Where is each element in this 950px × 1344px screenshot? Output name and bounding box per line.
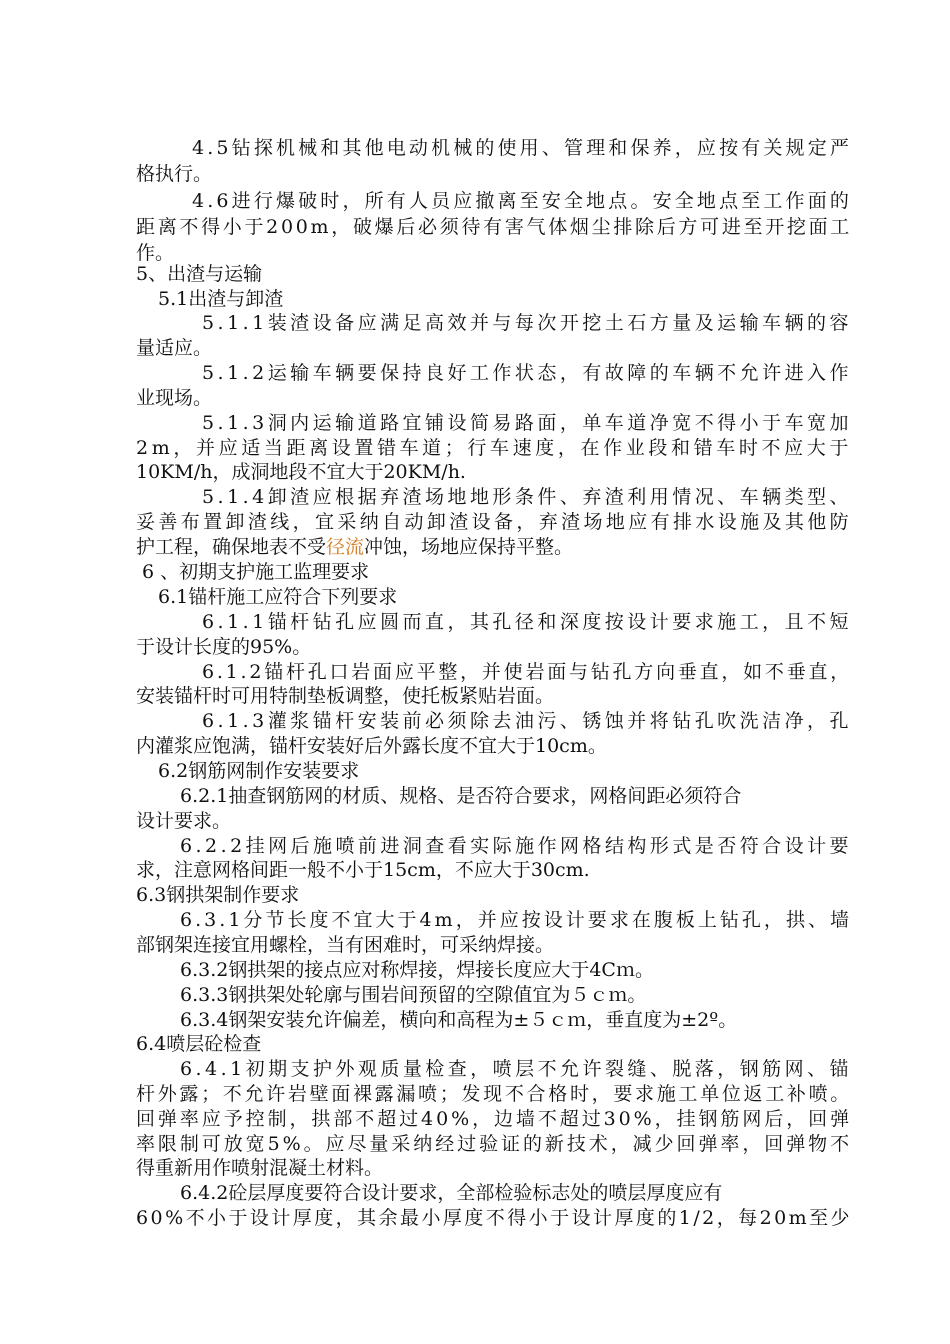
text-line: 10KM/h，成洞地段不宜大于20KM/h.	[136, 461, 466, 483]
text-line: 6.1.2锚杆孔口岩面应平整，并使岩面与钻孔方向垂直，如不垂直，	[202, 661, 852, 683]
text-line: 妥善布置卸渣线，宜采纳自动卸渣设备，弃渣场地应有排水设施及其他防	[136, 511, 852, 533]
text-line: 6.3.2钢拱架的接点应对称焊接，焊接长度应大于4Cｍ。	[180, 959, 654, 981]
highlighted-term: 径流	[326, 536, 365, 558]
text-line: 6.2钢筋网制作安装要求	[158, 760, 360, 782]
text-line: 回弹率应予控制，拱部不超过40%，边墙不超过30%，挂钢筋网后，回弹	[136, 1108, 852, 1130]
text-line: 业现场。	[136, 387, 213, 409]
text-line: 率限制可放宽5%。应尽量采纳经过验证的新技术，减少回弹率，回弹物不	[136, 1133, 852, 1155]
text-line: 求，注意网格间距一般不小于15cm，不应大于30cm.	[136, 859, 590, 881]
text-line: 5.1.1装渣设备应满足高效并与每次开挖土石方量及运输车辆的容	[202, 312, 852, 334]
text-line: 6.4喷层砼检查	[136, 1033, 262, 1055]
text-line: 设计要求。	[136, 810, 232, 832]
text-segment: 护工程，确保地表不受	[136, 536, 327, 558]
text-line: 内灌浆应饱满，锚杆安装好后外露长度不宜大于10cm。	[136, 735, 607, 757]
text-line: 量适应。	[136, 337, 213, 359]
text-line: 6.2.1抽查钢筋网的材质、规格、是否符合要求，网格间距必须符合	[180, 785, 742, 807]
text-line: 6.3.1分节长度不宜大于4m，并应按设计要求在腹板上钻孔，拱、墙	[180, 909, 852, 931]
text-line: 6.1锚杆施工应符合下列要求	[158, 586, 398, 608]
text-line: 得重新用作喷射混凝土材料。	[136, 1157, 384, 1179]
text-line: 杆外露；不允许岩壁面裸露漏喷；发现不合格时，要求施工单位返工补喷。	[136, 1083, 852, 1105]
text-line: 6.2.2挂网后施喷前进洞查看实际施作网格结构形式是否符合设计要	[180, 835, 852, 857]
text-line: 5.1.3洞内运输道路宜铺设简易路面，单车道净宽不得小于车宽加	[202, 412, 852, 434]
text-line: 安装锚杆时可用特制垫板调整，使托板紧贴岩面。	[136, 685, 555, 707]
text-line: 部钢架连接宜用螺栓，当有困难时，可采纳焊接。	[136, 934, 555, 956]
text-line: 5.1.4卸渣应根据弃渣场地地形条件、弃渣利用情况、车辆类型、	[202, 486, 852, 508]
text-line: 5.1.2运输车辆要保持良好工作状态，有故障的车辆不允许进入作	[202, 362, 852, 384]
text-line: 6.4.1初期支护外观质量检查，喷层不允许裂缝、脱落，钢筋网、锚	[180, 1058, 852, 1080]
text-line: 距离不得小于200m，破爆后必须待有害气体烟尘排除后方可进至开挖面工	[136, 216, 852, 238]
text-line: 6.3.4钢架安装允许偏差，横向和高程为±５ｃｍ，垂直度为±2º。	[180, 1009, 738, 1031]
text-line: 6.1.3灌浆锚杆安装前必须除去油污、锈蚀并将钻孔吹洗洁净，孔	[202, 710, 852, 732]
text-line: 5、出渣与运输	[136, 263, 263, 285]
text-line: 6.3钢拱架制作要求	[136, 884, 300, 906]
text-line: 作。	[136, 242, 175, 264]
text-line: 6.3.3钢拱架处轮廓与围岩间预留的空隙值宜为５ｃｍ。	[180, 984, 647, 1006]
text-line: 6 、初期支护施工监理要求	[142, 561, 370, 583]
text-line	[136, 535, 573, 559]
text-line: 2m，并应适当距离设置错车道；行车速度，在作业段和错车时不应大于	[136, 437, 852, 459]
text-segment: 冲蚀，场地应保持平整。	[364, 536, 574, 558]
text-line: 4.5钻探机械和其他电动机械的使用、管理和保养，应按有关规定严	[192, 137, 852, 159]
text-line: 格执行。	[136, 163, 213, 185]
text-line: 60%不小于设计厚度，其余最小厚度不得小于设计厚度的1/2，每20m至少	[136, 1207, 852, 1229]
text-line: 于设计长度的95%。	[136, 636, 312, 658]
text-line: 6.1.1锚杆钻孔应圆而直，其孔径和深度按设计要求施工，且不短	[202, 611, 852, 633]
text-line: 4.6进行爆破时，所有人员应撤离至安全地点。安全地点至工作面的	[192, 190, 852, 212]
text-line: 6.4.2砼层厚度要符合设计要求，全部检验标志处的喷层厚度应有	[180, 1182, 723, 1204]
text-line: 5.1出渣与卸渣	[158, 288, 284, 310]
